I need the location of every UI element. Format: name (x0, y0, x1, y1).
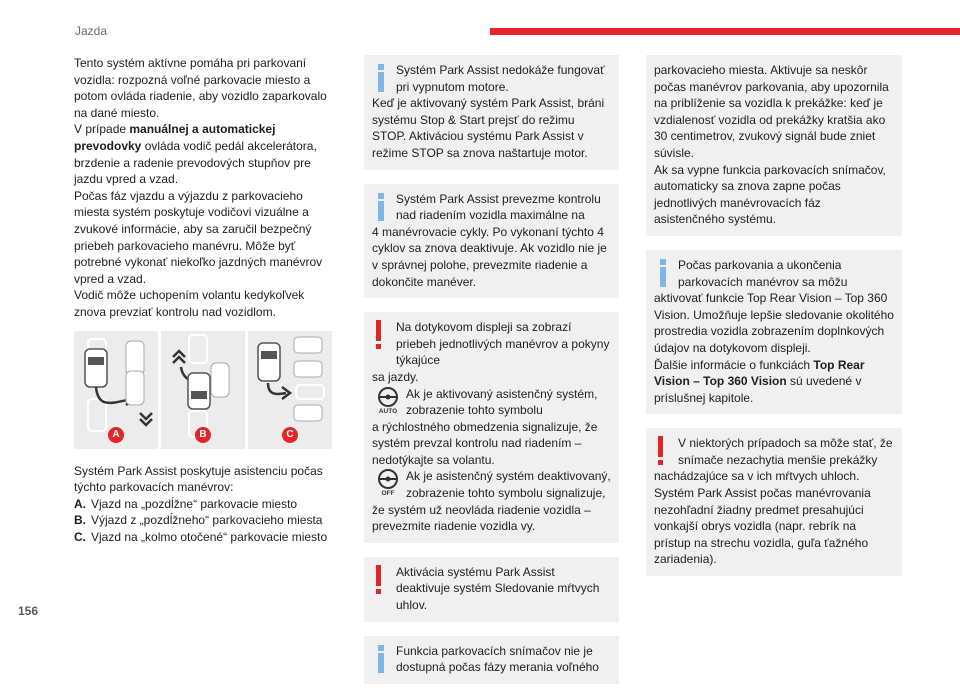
section-title: Jazda (75, 24, 108, 38)
info-icon (656, 259, 670, 289)
steering-auto-icon-label: AUTO (378, 407, 398, 414)
steering-off-icon-label: OFF (381, 490, 395, 497)
parking-maneuver-illustration (74, 331, 332, 449)
info-icon (374, 193, 388, 223)
maneuver-list (74, 496, 332, 546)
warning-note-sensor-blind-spots: V niektorých prípadoch sa môže stať, že snímače nezachytia menšie prekážky nachádzajúce sa v ich mŕtvych uhloch. Systém Park Assist počas manévrovania nezohľadní žiadny predmet presahujúci vonkajší obrys vozidla (napr. rebrík na prístup na strechu vozidla, guľa ťažného zariadenia). (646, 428, 902, 576)
list-item: B. Výjazd z „pozdĺžneho“ parkovacieho miesta (74, 513, 323, 528)
panel-label-c: C (282, 427, 298, 443)
steering-auto-icon (372, 386, 406, 414)
info-note-parking-sensors: Funkcia parkovacích snímačov nie je dostupná počas fázy merania voľného (364, 636, 619, 684)
info-note-top-vision: Počas parkovania a ukončenia parkovacích manévrov sa môžu aktivovať funkcie Top Rear Vision – Top 360 Vision. Umožňuje lepšie sledovanie okolitého prostredia vozidla zobrazením doplnkových údajov na dotykovom displeji. Ďalšie informácie o funkciách Top Rear Vision – Top 360 Vision sú uvedené v príslušnej kapitole. (646, 250, 902, 414)
intro-paragraph-d: Vodič môže uchopením volantu kedykoľvek znova prevziať kontrolu nad vozidlom. (74, 288, 305, 319)
warning-icon (375, 320, 383, 352)
steering-off-icon (372, 468, 406, 496)
column-right (646, 55, 902, 590)
info-note-engine-off: Systém Park Assist nedokáže fungovať pri vypnutom motore. Keď je aktivovaný systém Park Assist, bráni systému Stop & Start prejsť do režimu STOP. Aktiváciou systému Park Assist v režime STOP sa znova naštartuje motor. (364, 55, 619, 170)
warning-icon (657, 436, 665, 468)
info-icon (374, 645, 388, 675)
column-middle (364, 55, 619, 698)
info-note-max-cycles: Systém Park Assist prevezme kontrolu nad riadením vozidla maximálne na 4 manévrovacie cykly. Po vykonaní týchto 4 cyklov sa znova deaktivuje. Ak vozidlo nie je v správnej polohe, prevezmite riadenie a dokončite manéver. (364, 184, 619, 299)
symbol-auto-text: Ak je aktivovaný asistenčný systém, zobrazenie tohto symbolu (406, 386, 598, 418)
bay-parking-entry-diagram (248, 331, 332, 449)
list-item: C. Vjazd na „kolmo otočené“ parkovacie miesto (74, 529, 328, 544)
header-accent-bar (490, 28, 960, 35)
intro-paragraph-a: Tento systém aktívne pomáha pri parkovaní vozidla: rozpozná voľné parkovacie miesto a potom ovláda riadenie, aby vozidlo zaparkovalo na dané miesto. (74, 56, 327, 120)
intro-paragraph-c: Počas fáz vjazdu a výjazdu z parkovacieho miesta systém poskytuje vodičovi vizuálne a zvukové informácie, aby sa zaručil bezpečný priebeh parkovacieho manévru. Môže byť potrebné vykonať niekoľko jazdných manévrov vpred a vzad. (74, 188, 323, 286)
maneuver-intro: Systém Park Assist poskytuje asistenciu počas týchto parkovacích manévrov: (74, 463, 323, 495)
page-number: 156 (18, 604, 39, 618)
panel-label-a: A (108, 427, 124, 443)
parallel-parking-exit-diagram (161, 331, 245, 449)
intro-paragraph-b: V prípade manuálnej a automatickej prevodovky ovláda vodič pedál akcelerátora, brzdenie a radenie prevodových stupňov pre jazdu vpred a vzad. (74, 122, 317, 187)
parallel-parking-entry-diagram (74, 331, 158, 449)
warning-note-touchscreen: Na dotykovom displeji sa zobrazí priebeh jednotlivých manévrov a pokyny týkajúce sa jazdy. AUTO Ak je aktivovaný asistenčný systém, zobrazenie tohto symbolu a rýchlostného obmedzenia signalizuje, že systém prevzal kontrolu nad riadením – nedotýkajte sa volantu. OFF Ak je asistenčný systém deaktivovaný, zobrazenie tohto symbolu signalizuje, že systém už neovláda riadenie vozidla – prevezmite riadenie vozidla vy. (364, 312, 619, 543)
symbol-off-text: Ak je asistenčný systém deaktivovaný, zobrazenie tohto symbolu signalizuje, (406, 469, 611, 501)
warning-note-blind-spot: Aktivácia systému Park Assist deaktivuje systém Sledovanie mŕtvych uhlov. (364, 557, 619, 622)
info-icon (374, 64, 388, 94)
warning-icon (375, 565, 383, 597)
panel-label-b: B (195, 427, 211, 443)
column-left (74, 55, 332, 545)
list-item: A. Vjazd na „pozdĺžne“ parkovacie miesto (74, 496, 298, 511)
info-note-parking-sensors-continued: parkovacieho miesta. Aktivuje sa neskôr počas manévrov parkovania, aby upozornila na priblíženie sa vozidla k prekážke: keď je vzdialenosť vozidla od prekážky kratšia ako 30 centimetrov, zvukový signál bude zniet súvisle. Ak sa vypne funkcia parkovacích snímačov, automaticky sa znova zapne počas jednotlivých manévrovacích fáz asistenčného systému. (646, 55, 902, 236)
